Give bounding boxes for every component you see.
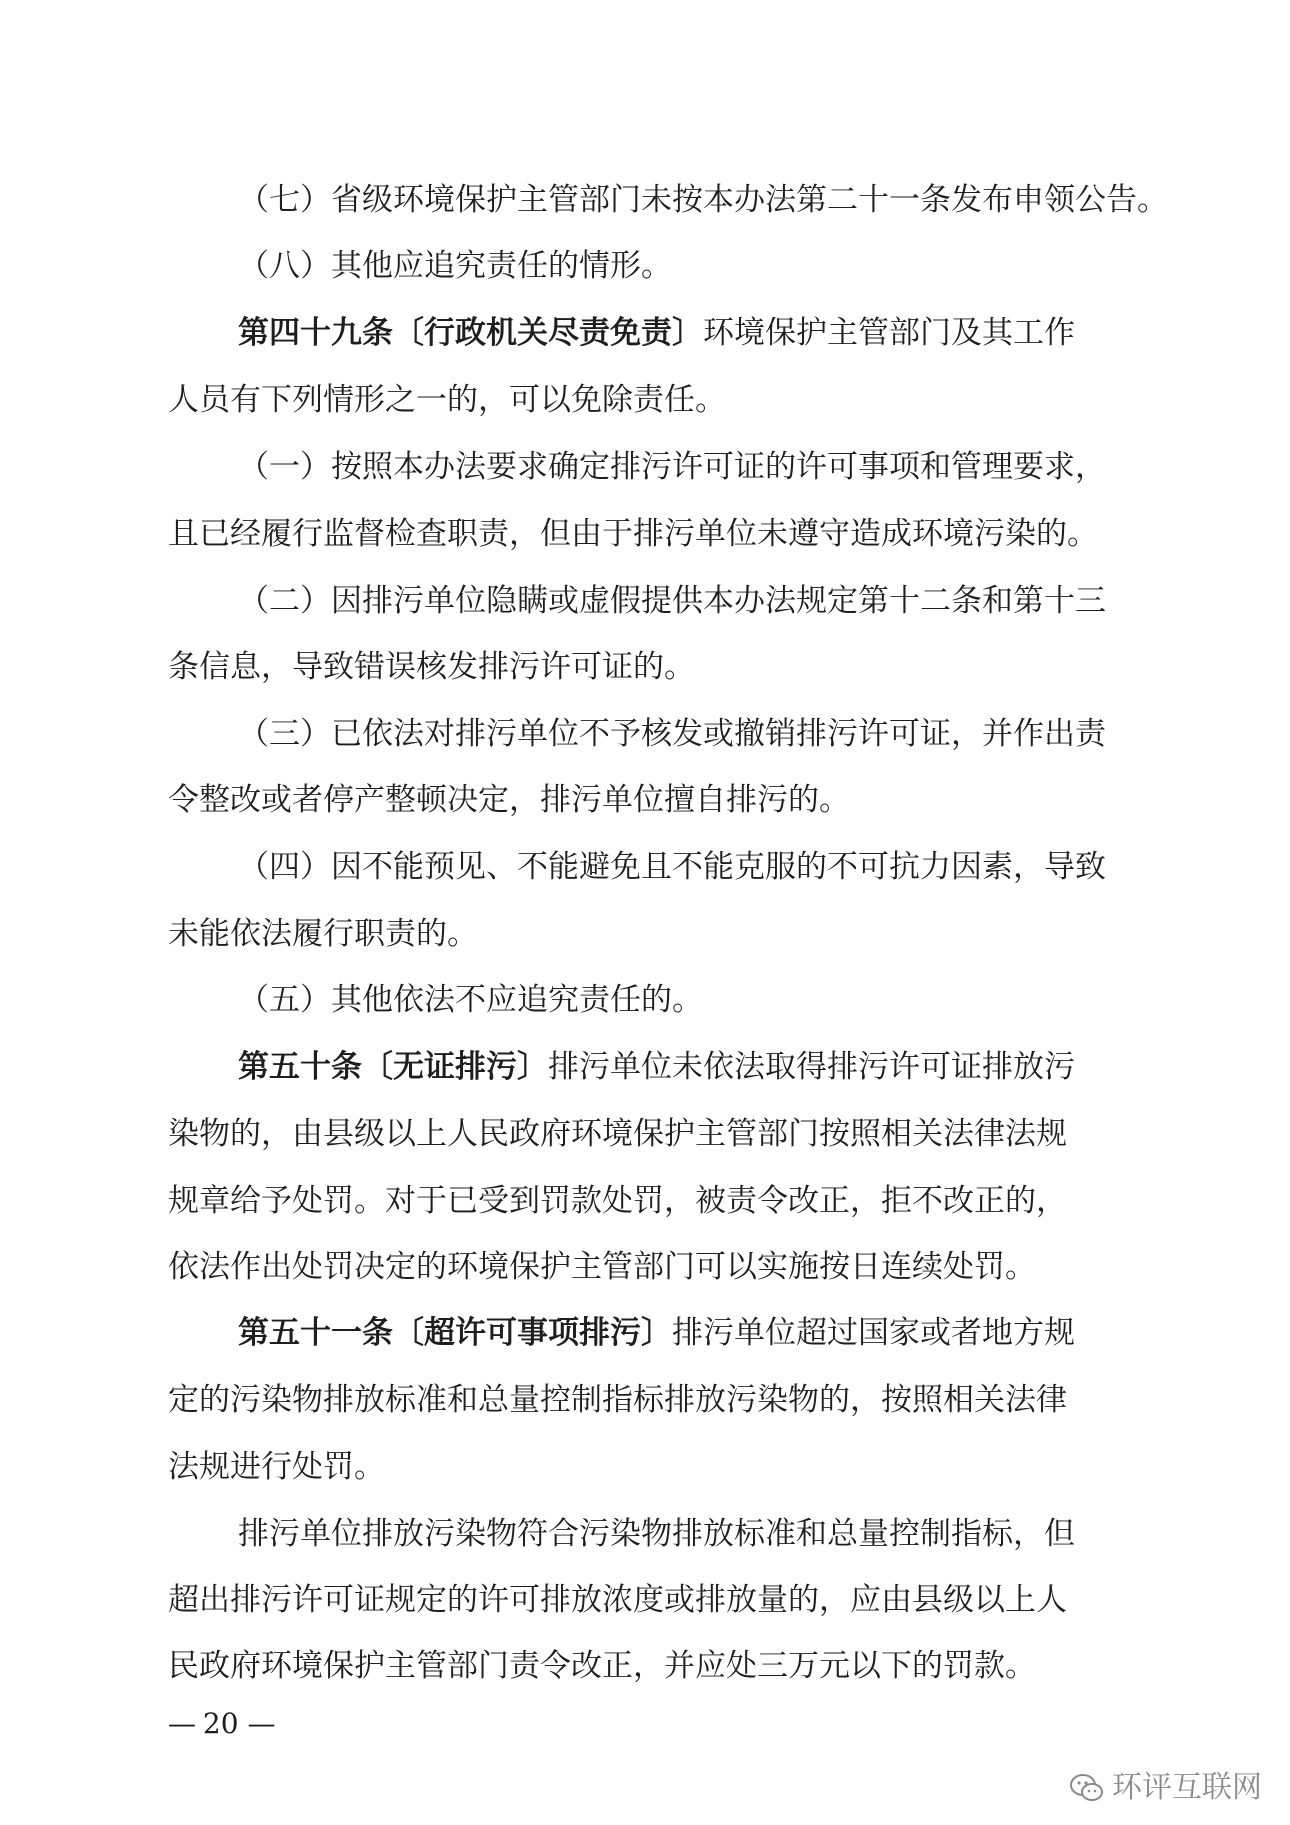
watermark-text: 环评互联网 <box>1112 1770 1262 1805</box>
paragraph-line: 排污单位排放污染物符合污染物排放标准和总量控制指标，但 <box>238 1516 1075 1552</box>
paragraph-line: （五）其他依法不应追究责任的。 <box>238 982 703 1018</box>
paragraph-line: 定的污染物排放标准和总量控制指标排放污染物的，按照相关法律 <box>168 1382 1067 1418</box>
paragraph-line: 依法作出处罚决定的环境保护主管部门可以实施按日连续处罚。 <box>168 1249 1036 1285</box>
watermark <box>1070 1770 1262 1806</box>
wechat-icon <box>1070 1773 1104 1803</box>
article-51-line: 第五十一条〔超许可事项排污〕排污单位超过国家或者地方规 <box>238 1315 1075 1351</box>
paragraph-line: 人员有下列情形之一的，可以免除责任。 <box>168 382 726 418</box>
article-heading: 第五十条〔无证排污〕 <box>238 1049 548 1085</box>
paragraph-line: （三）已依法对排污单位不予核发或撤销排污许可证，并作出责 <box>238 716 1106 752</box>
article-49-line: 第四十九条〔行政机关尽责免责〕环境保护主管部门及其工作 <box>238 315 1075 351</box>
paragraph-line: 染物的，由县级以上人民政府环境保护主管部门按照相关法律法规 <box>168 1116 1067 1152</box>
paragraph-line: （四）因不能预见、不能避免且不能克服的不可抗力因素，导致 <box>238 849 1106 885</box>
paragraph-line: （二）因排污单位隐瞒或虚假提供本办法规定第十二条和第十三 <box>238 583 1106 619</box>
paragraph-line: 法规进行处罚。 <box>168 1449 385 1485</box>
paragraph-line: （八）其他应追究责任的情形。 <box>238 248 672 284</box>
paragraph-line: （一）按照本办法要求确定排污许可证的许可事项和管理要求， <box>238 449 1106 485</box>
paragraph-line: （七）省级环境保护主管部门未按本办法第二十一条发布申领公告。 <box>238 182 1168 218</box>
paragraph-line: 令整改或者停产整顿决定，排污单位擅自排污的。 <box>168 782 850 818</box>
page-number: — 20 — <box>168 1707 274 1740</box>
paragraph-line: 规章给予处罚。对于已受到罚款处罚，被责令改正，拒不改正的， <box>168 1183 1067 1219</box>
article-50-line: 第五十条〔无证排污〕排污单位未依法取得排污许可证排放污 <box>238 1049 1075 1085</box>
paragraph-line: 超出排污许可证规定的许可排放浓度或排放量的，应由县级以上人 <box>168 1582 1067 1618</box>
paragraph-line: 未能依法履行职责的。 <box>168 916 478 952</box>
paragraph-line: 条信息，导致错误核发排污许可证的。 <box>168 649 695 685</box>
article-heading: 第五十一条〔超许可事项排污〕 <box>238 1315 672 1351</box>
paragraph-line: 且已经履行监督检查职责，但由于排污单位未遵守造成环境污染的。 <box>168 516 1098 552</box>
page-number-value: 20 <box>202 1707 239 1740</box>
article-heading: 第四十九条〔行政机关尽责免责〕 <box>238 315 703 351</box>
paragraph-line: 民政府环境保护主管部门责令改正，并应处三万元以下的罚款。 <box>168 1648 1036 1684</box>
